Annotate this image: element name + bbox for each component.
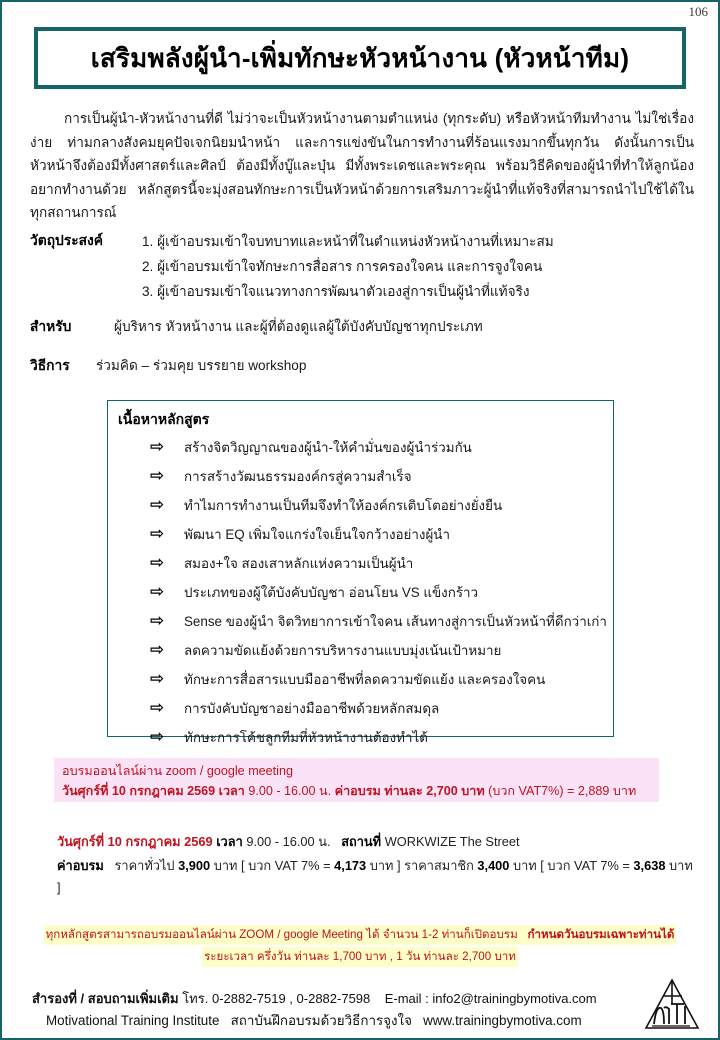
general-vat-total: 4,173 <box>334 858 367 873</box>
general-price-value: 3,900 <box>178 858 211 873</box>
onsite-pricing-line <box>57 855 698 899</box>
list-item-label: การบังคับบัญชาอย่างมืออาชีพด้วยหลักสมดุล <box>184 701 440 716</box>
objective-item: 2. ผู้เข้าอบรมเข้าใจทักษะการสื่อสาร การครองใจคน และการจูงใจคน <box>142 259 543 274</box>
list-item <box>118 553 613 582</box>
list-item-label: ลดความขัดแย้งด้วยการบริหารงานแบบมุ่งเน้นเป้าหมาย <box>184 643 502 658</box>
website-url[interactable]: www.trainingbymotiva.com <box>423 1013 582 1028</box>
objectives-section <box>30 229 694 304</box>
reserve-label: สำรองที่ / สอบถามเพิ่มเติม <box>32 991 179 1006</box>
org-name-th: สถาบันฝึกอบรมด้วยวิธีการจูงใจ <box>230 1013 412 1028</box>
org-name-en: Motivational Training Institute <box>46 1013 220 1028</box>
list-item-label: ทำไมการทำงานเป็นทีมจึงทำให้องค์กรเติบโตอย่างยั่งยืน <box>184 498 503 513</box>
onsite-session-line <box>57 831 698 853</box>
list-item-label: สมอง+ใจ สองเสาหลักแห่งความเป็นผู้นำ <box>184 556 414 571</box>
arrow-right-icon: ⇨ <box>150 524 165 544</box>
general-price-unit: บาท <box>213 858 238 873</box>
online-time-label: เวลา <box>218 784 245 798</box>
method-label: วิธีการ <box>30 358 70 373</box>
note-line-2: ระยะเวลา ครึ่งวัน ท่านละ 1,700 บาท , 1 วัน ท่านละ 2,700 บาท <box>202 947 518 967</box>
arrow-right-icon: ⇨ <box>150 669 165 689</box>
online-session-box <box>54 758 659 802</box>
page-title: เสริมพลังผู้นำ-เพิ่มทักษะหัวหน้างาน (หัวหน้าทีม) <box>90 42 630 73</box>
onsite-time-label: เวลา <box>216 834 243 849</box>
online-fee-value: 2,700 บาท <box>426 784 485 798</box>
online-session-date: วันศุกร์ที่ 10 กรกฎาคม 2569 <box>62 784 216 798</box>
note-text-emphasis: กำหนดวันอบรมเฉพาะท่านได้ <box>527 928 675 941</box>
arrow-right-icon: ⇨ <box>150 466 165 486</box>
online-session-details <box>62 781 659 801</box>
list-item <box>118 640 613 669</box>
list-item-label: ทักษะการโค้ชลูกทีมที่หัวหน้างานต้องทำได้ <box>184 730 428 745</box>
onsite-session-section <box>57 831 698 899</box>
list-item <box>118 495 613 524</box>
online-session-title: อบรมออนไลน์ผ่าน zoom / google meeting <box>62 764 293 778</box>
page-number: 106 <box>688 4 708 19</box>
onsite-session-date: วันศุกร์ที่ 10 กรกฎาคม 2569 <box>57 834 213 849</box>
audience-section <box>30 315 694 338</box>
list-item <box>118 466 613 495</box>
list-item-label: การสร้างวัฒนธรรมองค์กรสู่ความสำเร็จ <box>184 469 412 484</box>
method-section <box>30 354 694 377</box>
onsite-venue-label: สถานที่ <box>341 834 382 849</box>
member-price-label: ราคาสมาชิก <box>404 858 474 873</box>
email-address[interactable]: info2@trainingbymotiva.com <box>432 991 597 1006</box>
online-vat-text: (บวก VAT7%) = 2,889 บาท <box>488 784 637 798</box>
phone-numbers: 0-2882-7519 , 0-2882-7598 <box>211 991 371 1006</box>
list-item <box>118 611 613 640</box>
list-item-label: Sense ของผู้นำ จิตวิทยาการเข้าใจคน เส้นทางสู่การเป็นหัวหน้าที่ดีกว่าเก่า <box>184 614 607 629</box>
member-price-unit: บาท <box>512 858 537 873</box>
list-item-label: ทักษะการสื่อสารแบบมืออาชีพที่ลดความขัดแย้ง และครองใจคน <box>184 672 546 687</box>
arrow-right-icon: ⇨ <box>150 495 165 515</box>
course-content-heading: เนื้อหาหลักสูตร <box>118 411 210 427</box>
highlighted-note <box>22 925 698 967</box>
onsite-time-value: 9.00 - 16.00 น. <box>246 834 331 849</box>
member-vat-unit: บาท ] <box>57 858 693 895</box>
footer-org-line <box>32 1010 708 1032</box>
general-vat-unit: บาท ] <box>369 858 401 873</box>
course-title-box <box>34 27 686 89</box>
online-fee-label: ค่าอบรม ท่านละ <box>334 784 423 798</box>
course-content-list <box>118 437 613 756</box>
list-item <box>118 727 613 756</box>
audience-label: สำหรับ <box>30 319 72 334</box>
list-item <box>118 582 613 611</box>
footer <box>32 988 708 1032</box>
member-vat-total: 3,638 <box>633 858 666 873</box>
arrow-right-icon: ⇨ <box>150 582 165 602</box>
note-line-1 <box>44 925 677 945</box>
course-content-box <box>107 400 614 747</box>
mti-logo <box>644 978 700 1032</box>
member-vat-label: [ บวก VAT 7% = <box>540 858 630 873</box>
onsite-fee-label: ค่าอบรม <box>57 858 104 873</box>
list-item <box>118 524 613 553</box>
objective-item: 3. ผู้เข้าอบรมเข้าใจแนวทางการพัฒนาตัวเองสู่การเป็นผู้นำที่แท้จริง <box>142 284 530 299</box>
arrow-right-icon: ⇨ <box>150 553 165 573</box>
objectives-list <box>122 229 554 304</box>
note-text-main: ทุกหลักสูตรสามารถอบรมออนไลน์ผ่าน ZOOM / google Meeting ได้ จำนวน 1-2 ท่านก็เปิดอบรม <box>45 928 518 941</box>
intro-paragraph: การเป็นผู้นำ-หัวหน้างานที่ดี ไม่ว่าจะเป็นหัวหน้างานตามตำแหน่ง (ทุกระดับ) หรือหัวหน้าทีมทำงาน ไม่ใช่เรื่องง่าย ท่ามกลางสังคมยุคปัจเจกนิยมนำหน้า และการแข่งขันในการทำงานที่ร้อนแรงมากขึ้นทุกวัน ดังนั้นการเป็นหัวหน้าจึงต้องมีทั้งศาสตร์และศิลป์ ต้องมีทั้งบู๊และบุ๋น มีทั้งพระเดชและพระคุณ พร้อมวิธีคิดของผู้นำที่ทำให้ลูกน้องอยากทำงานด้วย หลักสูตรนี้จะมุ่งสอนทักษะการเป็นหัวหน้าด้วยการเสริมภาวะผู้นำที่แท้จริงที่สามารถนำไปใช้ได้ในทุกสถานการณ์ <box>30 111 694 220</box>
list-item-label: พัฒนา EQ เพิ่มใจแกร่งใจเย็นใจกว้างอย่างผู้นำ <box>184 527 450 542</box>
objectives-label: วัตถุประสงค์ <box>30 233 104 248</box>
general-vat-label: [ บวก VAT 7% = <box>241 858 331 873</box>
objective-item: 1. ผู้เข้าอบรมเข้าใจบทบาทและหน้าที่ในตำแหน่งหัวหน้างานที่เหมาะสม <box>142 234 554 249</box>
online-time-value: 9.00 - 16.00 น. <box>248 784 332 798</box>
method-text: ร่วมคิด – ร่วมคุย บรรยาย workshop <box>96 358 307 373</box>
arrow-right-icon: ⇨ <box>150 611 165 631</box>
general-price-label: ราคาทั่วไป <box>114 858 175 873</box>
list-item-label: สร้างจิตวิญญาณของผู้นำ-ให้คำมั่นของผู้นำร่วมกัน <box>184 440 472 455</box>
member-price-value: 3,400 <box>477 858 510 873</box>
footer-contact-line <box>32 988 708 1010</box>
arrow-right-icon: ⇨ <box>150 640 165 660</box>
email-label: E-mail : <box>384 991 429 1006</box>
onsite-venue-value: WORKWIZE The Street <box>384 834 520 849</box>
phone-label: โทร. <box>182 991 209 1006</box>
list-item <box>118 437 613 466</box>
list-item <box>118 669 613 698</box>
arrow-right-icon: ⇨ <box>150 698 165 718</box>
audience-text: ผู้บริหาร หัวหน้างาน และผู้ที่ต้องดูแลผู้ใต้บังคับบัญชาทุกประเภท <box>114 319 483 334</box>
list-item <box>118 698 613 727</box>
arrow-right-icon: ⇨ <box>150 727 165 747</box>
arrow-right-icon: ⇨ <box>150 437 165 457</box>
list-item-label: ประเภทของผู้ใต้บังคับบัญชา อ่อนโยน VS แข็งกร้าว <box>184 585 479 600</box>
